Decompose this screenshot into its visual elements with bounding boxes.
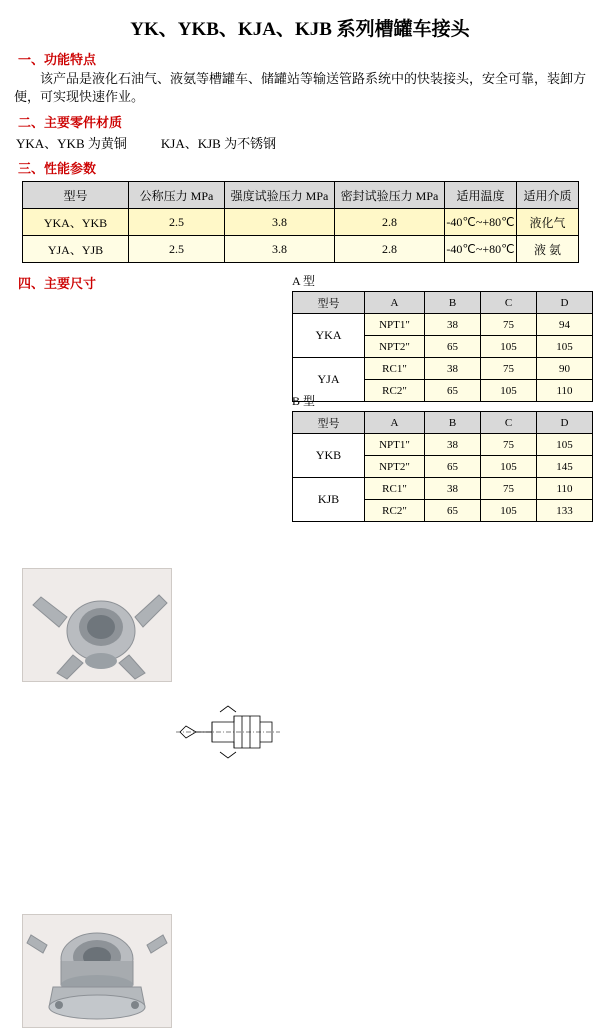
cell-d: 105 [537,336,593,358]
cell-d: 110 [537,478,593,500]
cell-b: 65 [425,500,481,522]
cell-b: 38 [425,478,481,500]
table-header-row [293,292,593,314]
table-row [293,314,593,336]
coupling-photo-a [22,568,172,682]
cell-b: 65 [425,456,481,478]
performance-table [22,181,579,263]
col-header-strength-test: 强度试验压力 MPa [225,182,335,209]
cell-b: 38 [425,314,481,336]
material-line-b: KJA、KJB 为不锈钢 [160,136,277,151]
cell-a: NPT1" [365,434,425,456]
cell-a: RC1" [365,478,425,500]
col-header-c: C [481,292,537,314]
cell-a: RC1" [365,358,425,380]
table-row [293,478,593,500]
cell-d: 105 [537,434,593,456]
cell-temperature: -40℃~+80℃ [445,236,517,263]
cell-model: YJA [293,358,365,402]
table-row [293,358,593,380]
col-header-model: 型号 [23,182,129,209]
type-a-label: A 型 [292,274,316,288]
cell-model: YJA、YJB [23,236,129,263]
cell-c: 105 [481,456,537,478]
col-header-seal-test: 密封试验压力 MPa [335,182,445,209]
col-header-d: D [537,292,593,314]
table-header-row [23,182,579,209]
col-header-temperature: 适用温度 [445,182,517,209]
col-header-d: D [537,412,593,434]
cell-d: 145 [537,456,593,478]
cell-model: YKA、YKB [23,209,129,236]
col-header-nominal-pressure: 公称压力 MPa [129,182,225,209]
col-header-c: C [481,412,537,434]
material-heading: 二、主要零件材质 [18,115,123,130]
col-header-model: 型号 [293,412,365,434]
cell-b: 38 [425,434,481,456]
col-header-model: 型号 [293,292,365,314]
type-b-label: B 型 [292,394,316,408]
col-header-a: A [365,292,425,314]
cell-seal-test: 2.8 [335,209,445,236]
cell-c: 75 [481,314,537,336]
col-header-medium: 适用介质 [517,182,579,209]
cell-a: RC2" [365,380,425,402]
cell-temperature: -40℃~+80℃ [445,209,517,236]
cell-nominal-pressure: 2.5 [129,209,225,236]
cell-d: 94 [537,314,593,336]
table-row [23,209,579,236]
cell-c: 75 [481,478,537,500]
cell-medium: 液 氨 [517,236,579,263]
cell-b: 38 [425,358,481,380]
cell-c: 105 [481,380,537,402]
col-header-b: B [425,412,481,434]
cell-strength-test: 3.8 [225,236,335,263]
material-lines [16,133,600,152]
performance-heading: 三、性能参数 [18,161,97,176]
col-header-a: A [365,412,425,434]
cell-b: 65 [425,336,481,358]
cell-a: NPT1" [365,314,425,336]
cell-a: RC2" [365,500,425,522]
coupling-drawing-b-graphic [176,1028,280,1032]
type-b-block [292,392,593,522]
coupling-photo-b-graphic [23,915,171,1027]
coupling-drawing-a-graphic [176,682,280,794]
type-a-table [292,291,593,402]
cell-c: 75 [481,358,537,380]
cell-b: 65 [425,380,481,402]
cell-c: 105 [481,500,537,522]
features-heading: 一、功能特点 [18,52,97,67]
cell-d: 90 [537,358,593,380]
col-header-b: B [425,292,481,314]
features-text: 该产品是液化石油气、液氨等槽罐车、储罐站等输送管路系统中的快装接头，安全可靠，装卸方便，可实现快速作业。 [14,71,587,104]
table-header-row [293,412,593,434]
cell-model: YKB [293,434,365,478]
cell-medium: 液化气 [517,209,579,236]
type-b-table [292,411,593,522]
cell-nominal-pressure: 2.5 [129,236,225,263]
cell-d: 133 [537,500,593,522]
cell-a: NPT2" [365,456,425,478]
table-row [293,434,593,456]
cell-c: 105 [481,336,537,358]
cell-c: 75 [481,434,537,456]
material-line-a: YKA、YKB 为黄铜 [16,136,127,151]
cell-d: 110 [537,380,593,402]
coupling-photo-a-graphic [23,569,171,681]
cell-model: YKA [293,314,365,358]
cell-a: NPT2" [365,336,425,358]
coupling-photo-b [22,914,172,1028]
page-title: YK、YKB、KJA、KJB 系列槽罐车接头 [130,19,470,40]
type-a-block [292,272,593,402]
cell-strength-test: 3.8 [225,209,335,236]
table-row [23,236,579,263]
cell-model: KJB [293,478,365,522]
dimensions-heading: 四、主要尺寸 [18,276,97,291]
cell-seal-test: 2.8 [335,236,445,263]
coupling-drawing-a [176,682,280,794]
coupling-drawing-b [176,1028,280,1032]
